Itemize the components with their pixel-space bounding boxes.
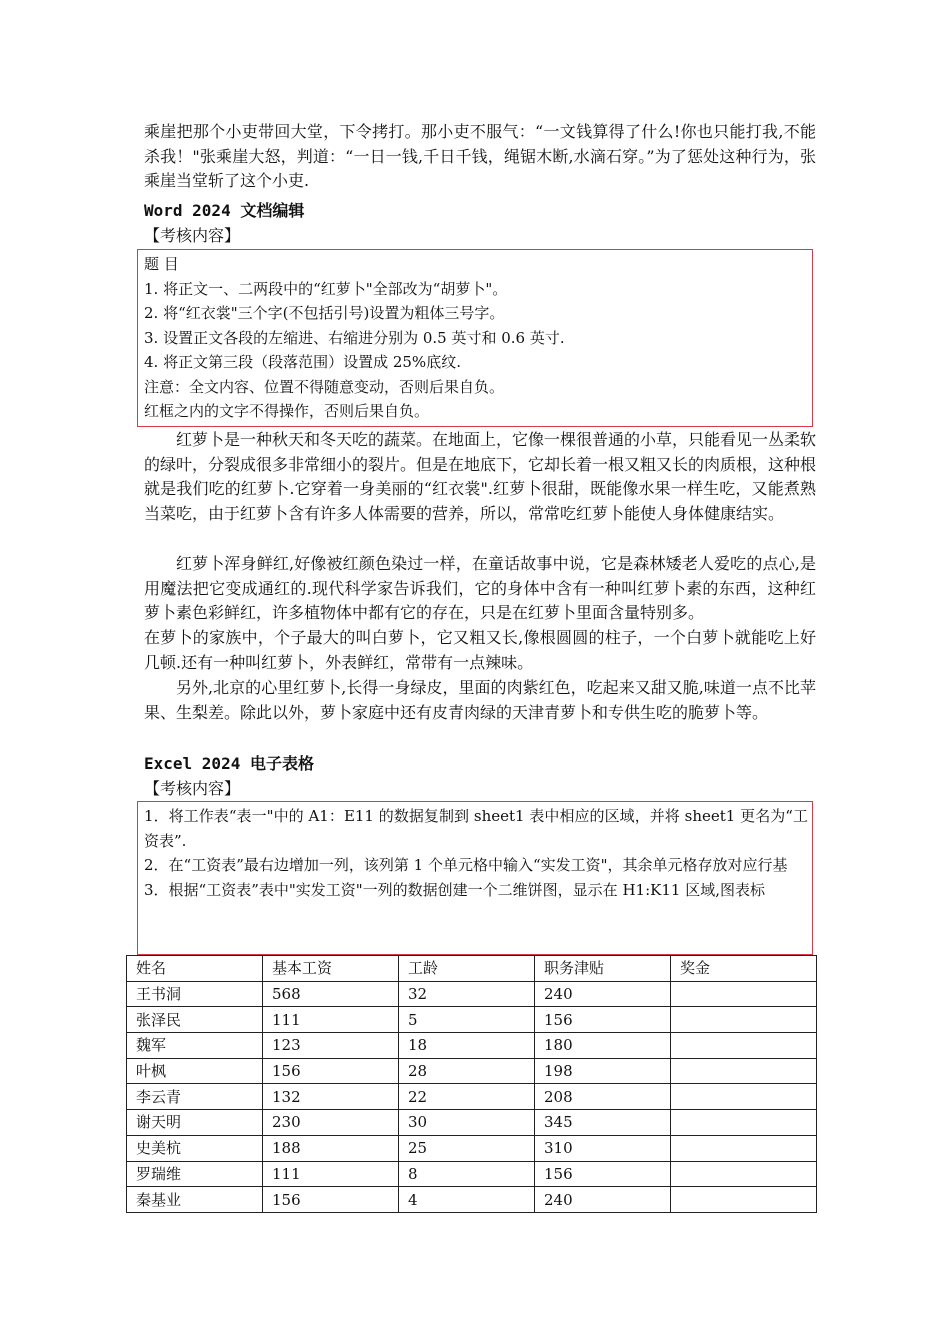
table-row [127, 981, 817, 1007]
task-item: 2．在“工资表”最右边增加一列，该列第 1 个单元格中输入“实发工资"，其余单元格存放对应行基 [144, 856, 788, 874]
header-cell-name: 姓名 [127, 956, 263, 982]
table-cell: 156 [263, 1187, 399, 1213]
table-cell: 568 [263, 981, 399, 1007]
table-cell: 123 [263, 1033, 399, 1059]
task-note: 红框之内的文字不得操作，否则后果自负。 [144, 402, 430, 420]
table-cell: 叶枫 [127, 1058, 263, 1084]
table-cell: 111 [263, 1161, 399, 1187]
task-note: 注意：全文内容、位置不得随意变动，否则后果自负。 [144, 377, 505, 396]
table-row [127, 1110, 817, 1136]
word-section-heading: Word 2024 文档编辑 [144, 201, 305, 220]
table-cell [671, 981, 817, 1007]
table-cell: 180 [535, 1033, 671, 1059]
table-cell: 史美杭 [127, 1135, 263, 1161]
table-cell: 4 [399, 1187, 535, 1213]
table-cell: 8 [399, 1161, 535, 1187]
excel-section-heading: Excel 2024 电子表格 [144, 754, 314, 773]
body-paragraph-2: 红萝卜浑身鲜红,好像被红颜色染过一样，在童话故事中说，它是森林矮老人爱吃的点心,是用魔法把它变成通红的.现代科学家告诉我们，它的身体中含有一种叫红萝卜素的东西，这种红萝卜素色彩鲜红，许多植物体中都有它的存在，只是在红萝卜里面含量特别多。 [144, 554, 816, 622]
table-cell: 30 [399, 1110, 535, 1136]
table-cell: 156 [535, 1007, 671, 1033]
table-cell: 5 [399, 1007, 535, 1033]
table-cell: 28 [399, 1058, 535, 1084]
header-cell-bonus: 奖金 [671, 956, 817, 982]
table-cell: 罗瑞维 [127, 1161, 263, 1187]
table-cell [671, 1187, 817, 1213]
table-cell: 240 [535, 981, 671, 1007]
intro-paragraph: 乘崖把那个小吏带回大堂，下令拷打。那小吏不服气：“一文钱算得了什么!你也只能打我,不能杀我！"张乘崖大怒，判道：“一日一钱,千日千钱，绳锯木断,水滴石穿。”为了惩处这种行为，张乘崖当堂斩了这个小吏. [144, 122, 816, 190]
table-cell: 132 [263, 1084, 399, 1110]
table-cell: 230 [263, 1110, 399, 1136]
table-cell: 张泽民 [127, 1007, 263, 1033]
task-item: 3．根据“工资表”表中"实发工资"一列的数据创建一个二维饼图，显示在 H1:K11 区域,图表标 [144, 880, 765, 899]
table-cell: 25 [399, 1135, 535, 1161]
table-row [127, 1084, 817, 1110]
table-cell: 秦基业 [127, 1187, 263, 1213]
table-cell [671, 1084, 817, 1110]
table-cell [671, 1161, 817, 1187]
body-paragraph-3: 在萝卜的家族中，个子最大的叫白萝卜，它又粗又长,像根圆圆的柱子，一个白萝卜就能吃上好几顿.还有一种叫红萝卜，外表鲜红，常带有一点辣味。 [144, 628, 816, 672]
header-cell-base-salary: 基本工资 [263, 956, 399, 982]
table-cell: 156 [535, 1161, 671, 1187]
word-task-box [137, 249, 813, 427]
table-cell [671, 1110, 817, 1136]
table-cell [671, 1033, 817, 1059]
table-cell: 310 [535, 1135, 671, 1161]
table-cell: 18 [399, 1033, 535, 1059]
excel-section-subheading: 【考核内容】 [144, 779, 241, 798]
task-box-title: 题 目 [144, 255, 179, 273]
table-row [127, 1033, 817, 1059]
table-cell: 198 [535, 1058, 671, 1084]
table-cell: 魏军 [127, 1033, 263, 1059]
table-cell: 208 [535, 1084, 671, 1110]
table-cell: 李云青 [127, 1084, 263, 1110]
table-cell: 240 [535, 1187, 671, 1213]
table-row [127, 1187, 817, 1213]
task-item: 3. 设置正文各段的左缩进、右缩进分别为 0.5 英寸和 0.6 英寸. [144, 328, 565, 347]
header-cell-allowance: 职务津贴 [535, 956, 671, 982]
table-cell: 188 [263, 1135, 399, 1161]
table-cell: 王书洞 [127, 981, 263, 1007]
body-paragraph-4: 另外,北京的心里红萝卜,长得一身绿皮，里面的肉紫红色，吃起来又甜又脆,味道一点不比苹果、生梨差。除此以外，萝卜家庭中还有皮青肉绿的天津青萝卜和专供生吃的脆萝卜等。 [144, 678, 816, 722]
table-cell: 32 [399, 981, 535, 1007]
task-item: 1. 将正文一、二两段中的“红萝卜"全部改为“胡萝卜"。 [144, 279, 508, 298]
body-paragraph-1: 红萝卜是一种秋天和冬天吃的蔬菜。在地面上，它像一棵很普通的小草，只能看见一丛柔软的绿叶，分裂成很多非常细小的裂片。但是在地底下，它却长着一根又粗又长的肉质根，这种根就是我们吃的红萝卜.它穿着一身美丽的“红衣裳".红萝卜很甜，既能像水果一样生吃，又能煮熟当菜吃，由于红萝卜含有许多人体需要的营养，所以，常常吃红萝卜能使人身体健康结实。 [144, 430, 817, 523]
task-item: 2. 将“红衣裳"三个字(不包括引号)设置为粗体三号字。 [144, 304, 505, 322]
salary-table [126, 955, 817, 1213]
table-row [127, 1058, 817, 1084]
table-row [127, 1135, 817, 1161]
excel-task-box [137, 801, 813, 955]
table-cell [671, 1058, 817, 1084]
task-item: 1．将工作表“表一"中的 A1：E11 的数据复制到 sheet1 表中相应的区域，并将 sheet1 更名为“工资表”. [144, 807, 808, 850]
table-cell: 111 [263, 1007, 399, 1033]
header-cell-seniority: 工龄 [399, 956, 535, 982]
table-row [127, 1007, 817, 1033]
table-cell: 156 [263, 1058, 399, 1084]
table-row [127, 1161, 817, 1187]
table-cell: 345 [535, 1110, 671, 1136]
table-cell [671, 1135, 817, 1161]
table-cell [671, 1007, 817, 1033]
table-cell: 22 [399, 1084, 535, 1110]
table-header-row [127, 956, 817, 982]
task-item: 4. 将正文第三段（段落范围）设置成 25%底纹. [144, 353, 461, 371]
word-section-subheading: 【考核内容】 [144, 226, 241, 245]
table-cell: 谢天明 [127, 1110, 263, 1136]
